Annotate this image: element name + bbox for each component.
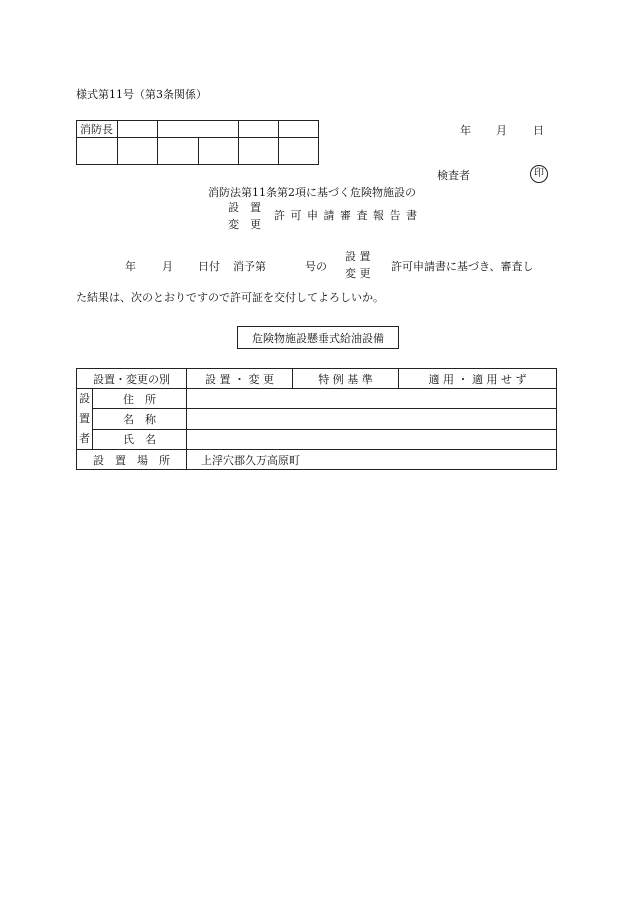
- body-text-after: 許可申請書に基づき、審査し: [391, 260, 534, 273]
- table-row: [77, 389, 557, 409]
- body-option-change: 変 更: [345, 267, 371, 280]
- body-day-label: 日付: [198, 260, 220, 273]
- location-value-cell: [187, 450, 557, 470]
- installer-char: 置: [79, 412, 90, 425]
- apply-option: 適 用 ・ 適 用 せ ず: [428, 372, 527, 386]
- stamp-cell: [198, 138, 239, 165]
- installer-char: 設: [79, 392, 90, 405]
- name-label: 名 称: [123, 412, 156, 426]
- type-label-cell: [77, 369, 187, 389]
- location-value: 上浮穴郡久万高原町: [201, 453, 300, 467]
- stamp-cell: [118, 121, 158, 138]
- stamp-cell: [239, 121, 279, 138]
- install-change-cell: [187, 369, 293, 389]
- stamp-cell: [158, 121, 239, 138]
- title-line2: 許可申請審査報告書: [274, 209, 423, 222]
- body-line2: た結果は、次のとおりですので許可証を交付してよろしいか。: [76, 291, 384, 304]
- person-value-cell: [187, 429, 557, 449]
- table-row: [77, 369, 557, 389]
- address-label-cell: [93, 389, 187, 409]
- title-option-install: 設 置: [228, 201, 261, 214]
- installer-label-cell: [77, 389, 93, 450]
- person-label-cell: [93, 429, 187, 449]
- name-label-cell: [93, 409, 187, 429]
- body-year: 年: [125, 260, 136, 273]
- facility-name: 危険物施設懸垂式給油設備: [252, 331, 384, 345]
- body-month: 月: [162, 260, 173, 273]
- form-number: 様式第11号（第3条関係）: [76, 88, 207, 101]
- chief-label: 消防長: [80, 123, 113, 136]
- facility-name-box: [237, 326, 399, 349]
- special-standard-label: 特 例 基 準: [318, 372, 373, 386]
- title-options: [228, 199, 261, 233]
- installer-char: 者: [79, 432, 90, 445]
- stamp-cell: [118, 138, 158, 165]
- chief-label-cell: [77, 121, 118, 138]
- apply-option-cell: [399, 369, 557, 389]
- date-year: 年: [460, 124, 471, 137]
- date-month: 月: [496, 124, 507, 137]
- seal-icon: [530, 165, 548, 183]
- info-table: [76, 368, 557, 470]
- date-day: 日: [533, 124, 544, 137]
- special-standard-cell: [293, 369, 399, 389]
- person-label: 氏 名: [123, 433, 156, 447]
- body-doc-suffix: 号の: [305, 260, 327, 273]
- table-row: [77, 450, 557, 470]
- title-line1: 消防法第11条第2項に基づく危険物施設の: [208, 186, 416, 199]
- inspector-label: 検査者: [437, 169, 470, 182]
- body-option-install: 設 置: [345, 250, 371, 263]
- stamp-cell: [77, 138, 118, 165]
- approval-stamp-table: [76, 120, 319, 165]
- table-row: [77, 409, 557, 429]
- body-options: [345, 248, 371, 282]
- address-label: 住 所: [123, 392, 156, 406]
- seal-char: 印: [534, 168, 544, 179]
- stamp-cell: [158, 138, 199, 165]
- address-value-cell: [187, 389, 557, 409]
- location-label-cell: [77, 450, 187, 470]
- stamp-cell: [239, 138, 279, 165]
- location-label: 設 置 場 所: [93, 453, 170, 467]
- stamp-cell: [279, 138, 319, 165]
- name-value-cell: [187, 409, 557, 429]
- title-option-change: 変 更: [228, 218, 261, 231]
- install-change-option: 設 置 ・ 変 更: [205, 372, 274, 386]
- body-doc-prefix: 消予第: [233, 260, 266, 273]
- table-row: [77, 429, 557, 449]
- stamp-cell: [279, 121, 319, 138]
- type-label: 設置・変更の別: [93, 372, 170, 386]
